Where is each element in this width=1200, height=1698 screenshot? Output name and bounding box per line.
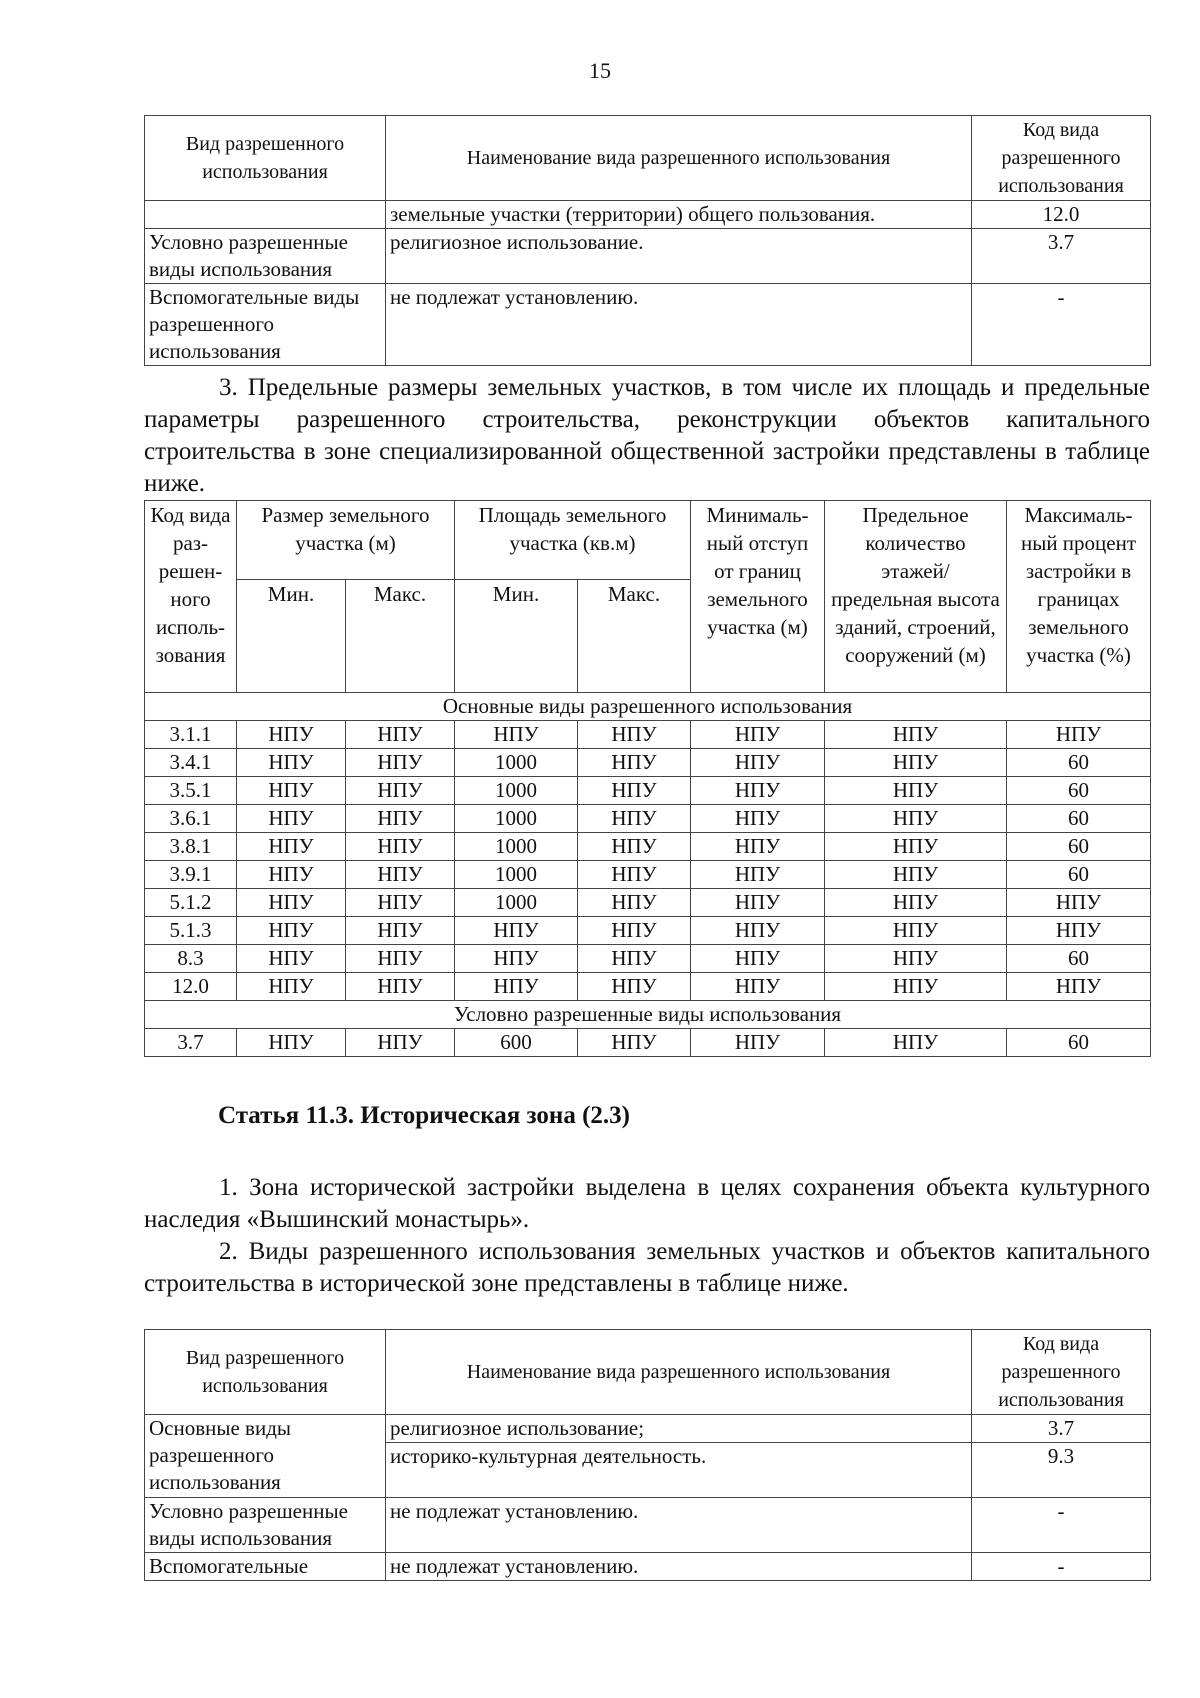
parameter-cell: 60 (1007, 833, 1151, 861)
parameter-cell: НПУ (346, 833, 455, 861)
column-header-area: Площадь земельного участка (кв.м) (455, 501, 691, 580)
parameter-cell: НПУ (691, 861, 825, 889)
parameter-cell: НПУ (237, 777, 346, 805)
use-code-cell: 5.1.2 (145, 889, 237, 917)
column-header-area-max: Макс. (578, 580, 691, 693)
use-type-cell: Вспомогательные виды разрешенного использования (145, 284, 386, 366)
table-row (145, 749, 1151, 777)
column-header-code: Код вида раз-решен-ного исполь-зования (145, 501, 237, 693)
parameter-cell: НПУ (825, 777, 1007, 805)
parameter-cell: 1000 (455, 777, 578, 805)
use-code-cell: 5.1.3 (145, 917, 237, 945)
section-row-main (145, 693, 1151, 721)
parameter-cell: НПУ (578, 889, 691, 917)
column-header: Наименование вида разрешенного использования (386, 1330, 972, 1415)
table-row (145, 1415, 1151, 1443)
parameter-cell: НПУ (825, 861, 1007, 889)
parameter-cell: НПУ (578, 917, 691, 945)
use-code-cell: 9.3 (972, 1443, 1151, 1498)
parameter-cell: НПУ (237, 833, 346, 861)
parameter-cell: НПУ (237, 973, 346, 1001)
parameter-cell: НПУ (237, 721, 346, 749)
parameter-cell: НПУ (691, 721, 825, 749)
parameter-cell: 1000 (455, 833, 578, 861)
paragraph-zone-purpose: 1. Зона исторической застройки выделена в целях сохранения объекта культурного наследия «Вышинский монастырь». (144, 1174, 1150, 1233)
use-code-cell: 3.7 (145, 1029, 237, 1057)
use-code-cell: 3.5.1 (145, 777, 237, 805)
use-type-cell: Основные виды разрешенного использования (145, 1415, 386, 1498)
parameter-cell: НПУ (1007, 721, 1151, 749)
use-code-cell: 3.8.1 (145, 833, 237, 861)
parameter-cell: НПУ (825, 749, 1007, 777)
use-name-cell: религиозное использование. (386, 229, 972, 284)
use-type-cell: Условно разрешенные виды использования (145, 229, 386, 284)
column-header: Наименование вида разрешенного использования (386, 116, 972, 201)
column-header-size-max: Макс. (346, 580, 455, 693)
parameter-cell: НПУ (578, 805, 691, 833)
parameter-cell: НПУ (691, 917, 825, 945)
parameter-cell: НПУ (237, 945, 346, 973)
column-header-size: Размер земельного участка (м) (237, 501, 455, 580)
column-header-area-min: Мин. (455, 580, 578, 693)
section-row-conditional (145, 1001, 1151, 1029)
parameter-cell: 60 (1007, 945, 1151, 973)
parameter-cell: НПУ (825, 889, 1007, 917)
parameter-cell: НПУ (346, 721, 455, 749)
parameter-cell: НПУ (346, 805, 455, 833)
parameter-cell: НПУ (237, 805, 346, 833)
parameter-cell: НПУ (237, 1029, 346, 1057)
table-header-row (145, 116, 1151, 201)
table-row (145, 1498, 1151, 1553)
use-name-cell: не подлежат установлению. (386, 1553, 972, 1581)
parameter-cell: НПУ (1007, 889, 1151, 917)
page-number: 15 (589, 58, 611, 83)
article-heading: Статья 11.3. Историческая зона (2.3) (218, 1102, 630, 1129)
parameter-cell: НПУ (237, 917, 346, 945)
parameter-cell: 1000 (455, 805, 578, 833)
use-name-cell: не подлежат установлению. (386, 284, 972, 366)
parameter-cell: НПУ (578, 973, 691, 1001)
parameter-cell: 60 (1007, 1029, 1151, 1057)
parameter-cell: 60 (1007, 805, 1151, 833)
use-code-cell: 3.1.1 (145, 721, 237, 749)
table-row (145, 833, 1151, 861)
parameter-cell: НПУ (825, 1029, 1007, 1057)
parameter-cell: НПУ (691, 1029, 825, 1057)
parameter-cell: НПУ (691, 749, 825, 777)
table-row (145, 201, 1151, 229)
parameter-cell: НПУ (346, 917, 455, 945)
parameter-cell: НПУ (578, 777, 691, 805)
parameter-cell: НПУ (691, 777, 825, 805)
parameter-cell: НПУ (578, 1029, 691, 1057)
use-code-cell: - (972, 284, 1151, 366)
parameter-cell: НПУ (578, 945, 691, 973)
paragraph-zone-uses: 2. Виды разрешенного использования земельных участков и объектов капитального строительства в исторической зоне представлены в таблице ниже. (144, 1238, 1150, 1297)
parameter-cell: НПУ (346, 861, 455, 889)
use-code-cell: 3.7 (972, 1415, 1151, 1443)
parameter-cell: НПУ (691, 945, 825, 973)
use-code-cell: 8.3 (145, 945, 237, 973)
parameter-cell: НПУ (1007, 917, 1151, 945)
parameter-cell: НПУ (455, 973, 578, 1001)
parameter-cell: НПУ (1007, 973, 1151, 1001)
parameter-cell: НПУ (346, 945, 455, 973)
column-header-percent: Максималь-ный процент застройки в границах земельного участка (%) (1007, 501, 1151, 693)
table-row (145, 805, 1151, 833)
table-row (145, 284, 1151, 366)
permitted-use-table-1 (144, 115, 1151, 366)
permitted-use-table-2 (144, 1329, 1151, 1581)
use-code-cell: 3.6.1 (145, 805, 237, 833)
table-header-row (145, 501, 1151, 580)
parameter-cell: НПУ (825, 805, 1007, 833)
use-type-cell (145, 201, 386, 229)
parameter-cell: НПУ (825, 973, 1007, 1001)
parameter-cell: НПУ (825, 833, 1007, 861)
section-label-conditional: Условно разрешенные виды использования (145, 1001, 1151, 1029)
parameter-cell: 60 (1007, 861, 1151, 889)
parameter-cell: НПУ (691, 889, 825, 917)
parameter-cell: 60 (1007, 749, 1151, 777)
parameter-cell: НПУ (237, 889, 346, 917)
column-header: Код вида разрешенного использования (972, 116, 1151, 201)
use-code-cell: 12.0 (145, 973, 237, 1001)
parameter-cell: 1000 (455, 749, 578, 777)
table-row (145, 1553, 1151, 1581)
column-header: Код вида разрешенного использования (972, 1330, 1151, 1415)
table-row (145, 889, 1151, 917)
parameter-cell: НПУ (455, 721, 578, 749)
parameter-cell: 60 (1007, 777, 1151, 805)
parameter-cell: НПУ (578, 833, 691, 861)
table-row (145, 1029, 1151, 1057)
use-type-cell: Условно разрешенные виды использования (145, 1498, 386, 1553)
table-row (145, 945, 1151, 973)
table-row (145, 777, 1151, 805)
paragraph-limits-intro: 3. Предельные размеры земельных участков, в том числе их площадь и предельные параметры разрешенного строительства, реконструкции объектов капитального строительства в зоне специализированной общественной застройки представлены в таблице ниже. (144, 374, 1150, 497)
parameter-cell: НПУ (346, 1029, 455, 1057)
use-name-cell: не подлежат установлению. (386, 1498, 972, 1553)
table-row (145, 229, 1151, 284)
use-name-cell: религиозное использование; (386, 1415, 972, 1443)
section-label-main: Основные виды разрешенного использования (145, 693, 1151, 721)
column-header-size-min: Мин. (237, 580, 346, 693)
parameter-cell: НПУ (455, 917, 578, 945)
use-code-cell: 3.4.1 (145, 749, 237, 777)
use-name-cell: земельные участки (территории) общего пользования. (386, 201, 972, 229)
parameter-cell: НПУ (825, 945, 1007, 973)
use-code-cell: 3.7 (972, 229, 1151, 284)
use-code-cell: 3.9.1 (145, 861, 237, 889)
parameter-cell: НПУ (578, 749, 691, 777)
column-header-floors: Предельное количество этажей/ предельная высота зданий, строений, сооружений (м) (825, 501, 1007, 693)
use-type-cell: Вспомогательные (145, 1553, 386, 1581)
table-row (145, 973, 1151, 1001)
table-row (145, 917, 1151, 945)
parameter-cell: НПУ (691, 833, 825, 861)
parameter-cell: НПУ (825, 721, 1007, 749)
parameter-cell: НПУ (455, 945, 578, 973)
parameter-cell: НПУ (346, 777, 455, 805)
use-code-cell: - (972, 1498, 1151, 1553)
use-code-cell: 12.0 (972, 201, 1151, 229)
parameter-cell: 1000 (455, 861, 578, 889)
use-code-cell: - (972, 1553, 1151, 1581)
parameter-cell: НПУ (346, 889, 455, 917)
parameter-cell: НПУ (825, 917, 1007, 945)
parameter-cell: НПУ (346, 973, 455, 1001)
use-name-cell: историко-культурная деятельность. (386, 1443, 972, 1498)
parameter-cell: 1000 (455, 889, 578, 917)
table-row (145, 721, 1151, 749)
table-header-row (145, 1330, 1151, 1415)
column-header: Вид разрешенного использования (145, 116, 386, 201)
table-row (145, 861, 1151, 889)
parameter-cell: НПУ (237, 749, 346, 777)
parameter-cell: НПУ (691, 973, 825, 1001)
parameter-cell: НПУ (237, 861, 346, 889)
parameter-cell: НПУ (346, 749, 455, 777)
parameter-cell: НПУ (691, 805, 825, 833)
parameter-cell: НПУ (578, 861, 691, 889)
parameter-cell: 600 (455, 1029, 578, 1057)
column-header: Вид разрешенного использования (145, 1330, 386, 1415)
parameter-cell: НПУ (578, 721, 691, 749)
column-header-setback: Минималь-ный отступ от границ земельного участка (м) (691, 501, 825, 693)
limit-parameters-table (144, 500, 1151, 1057)
